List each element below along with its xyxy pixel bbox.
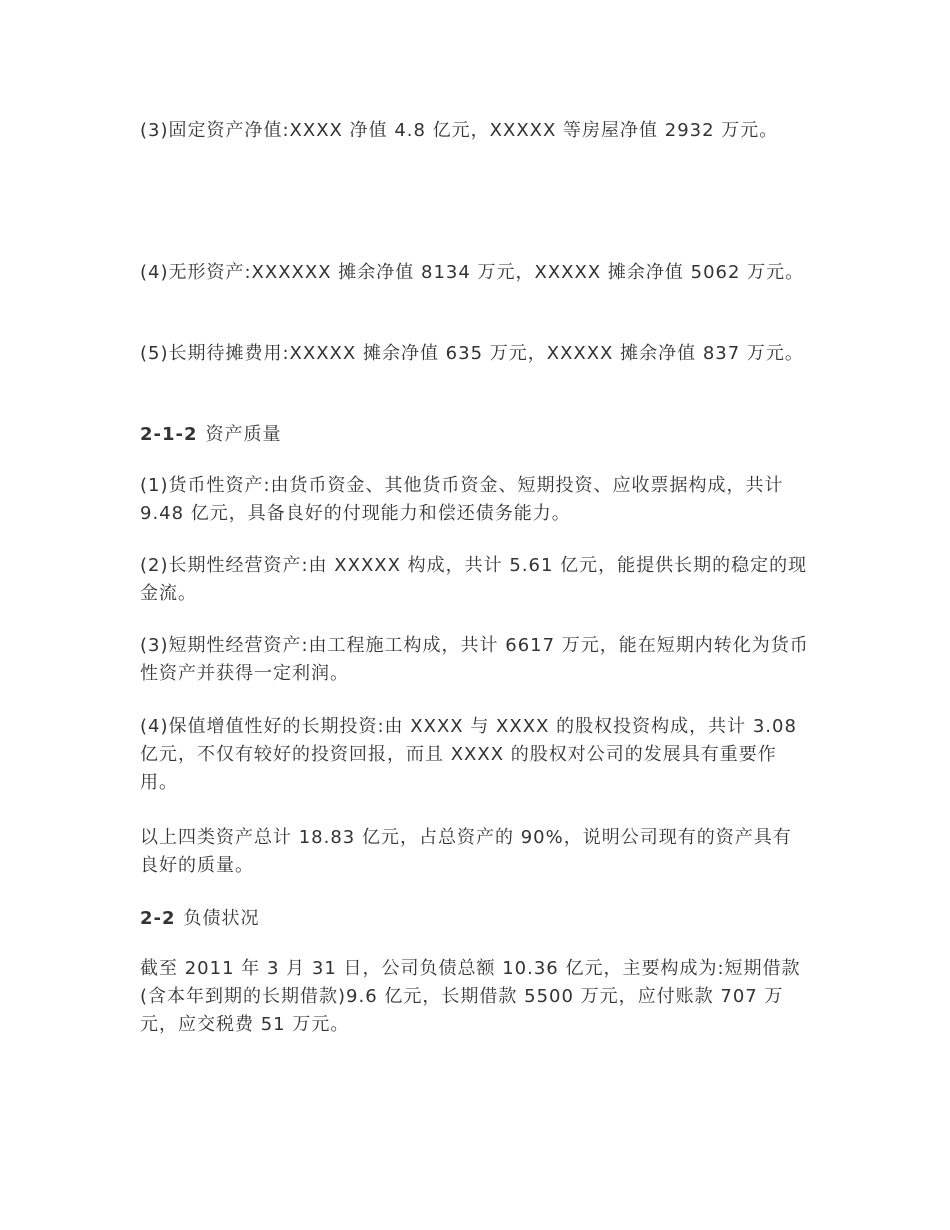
paragraph-long-term-investment: (4)保值增值性好的长期投资:由 XXXX 与 XXXX 的股权投资构成，共计 3.08 亿元，不仅有较好的投资回报，而且 XXXX 的股权对公司的发展具有重要作用。 (140, 716, 797, 793)
section-number: 2-1-2 (140, 424, 198, 445)
section-title: 负债状况 (183, 908, 260, 929)
section-heading-asset-quality (140, 421, 810, 449)
paragraph-long-term-prepaid: (5)长期待摊费用:XXXXX 摊余净值 635 万元，XXXXX 摊余净值 837 万元。 (140, 343, 804, 364)
paragraph-short-term-operating-assets: (3)短期性经营资产:由工程施工构成，共计 6617 万元，能在短期内转化为货币性资产并获得一定利润。 (140, 635, 809, 684)
paragraph-long-term-operating-assets: (2)长期性经营资产:由 XXXXX 构成，共计 5.61 亿元，能提供长期的稳定的现金流。 (140, 555, 808, 604)
paragraph-intangible-assets: (4)无形资产:XXXXXX 摊余净值 8134 万元，XXXXX 摊余净值 5062 万元。 (140, 262, 805, 283)
section-number: 2-2 (140, 908, 176, 929)
paragraph-liabilities: 截至 2011 年 3 月 31 日，公司负债总额 10.36 亿元，主要构成为:短期借款(含本年到期的长期借款)9.6 亿元，长期借款 5500 万元，应付账款 707 万元，应交税费 51 万元。 (140, 958, 801, 1035)
paragraph-fixed-assets: (3)固定资产净值:XXXX 净值 4.8 亿元，XXXXX 等房屋净值 2932 万元。 (140, 120, 779, 141)
section-title: 资产质量 (205, 424, 282, 445)
paragraph-monetary-assets: (1)货币性资产:由货币资金、其他货币资金、短期投资、应收票据构成，共计 9.48 亿元，具备良好的付现能力和偿还债务能力。 (140, 475, 784, 524)
section-heading-liabilities (140, 905, 810, 933)
paragraph-asset-summary: 以上四类资产总计 18.83 亿元，占总资产的 90%，说明公司现有的资产具有良好的质量。 (140, 827, 792, 876)
